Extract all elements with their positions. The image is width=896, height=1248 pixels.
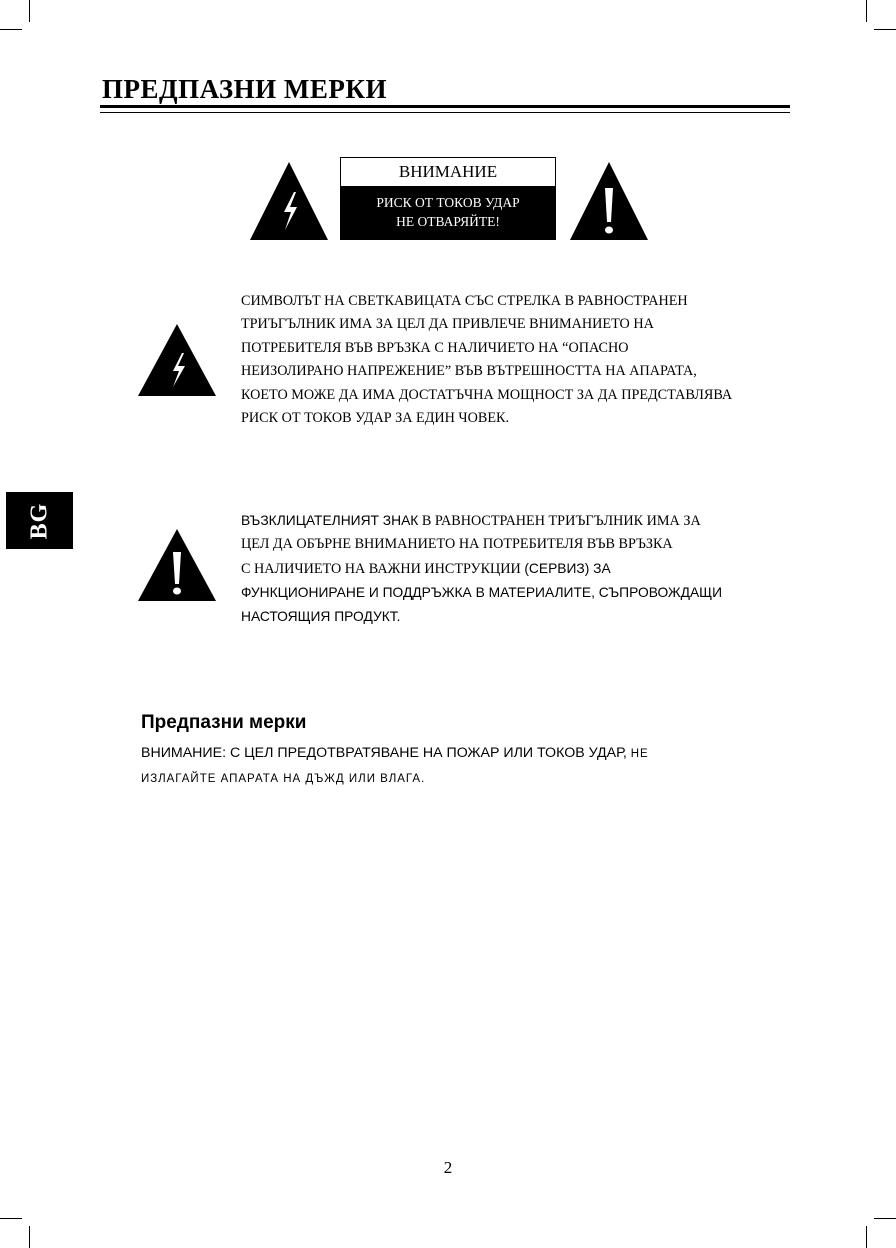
exclamation-line-3-sans: (СЕРВИЗ) ЗА bbox=[524, 560, 611, 576]
exclamation-line: НАСТОЯЩИЯ ПРОДУКТ. bbox=[241, 608, 401, 624]
exclamation-explanation bbox=[241, 509, 801, 628]
crop-mark bbox=[29, 1226, 30, 1248]
warning-line-1 bbox=[141, 741, 649, 767]
precautions-warning bbox=[141, 741, 649, 792]
lightning-warning-icon bbox=[248, 160, 330, 242]
caution-line-2: НЕ ОТВАРЯЙТЕ! bbox=[396, 214, 500, 229]
lightning-line: ПОТРЕБИТЕЛЯ ВЪВ ВРЪЗКА С НАЛИЧИЕТО НА “ОПАСНО bbox=[241, 339, 629, 356]
warning-line-2: ИЗЛАГАЙТЕ АПАРАТА НА ДЪЖД ИЛИ ВЛАГА. bbox=[141, 773, 426, 785]
crop-mark bbox=[0, 1218, 22, 1219]
caution-box bbox=[340, 157, 556, 240]
language-tab-label: BG bbox=[26, 502, 52, 539]
exclamation-warning-icon bbox=[568, 160, 650, 242]
crop-mark bbox=[874, 1218, 896, 1219]
lightning-line: СИМВОЛЪТ НА СВЕТКАВИЦАТА СЪС СТРЕЛКА В РАВНОСТРАНЕН bbox=[241, 293, 688, 309]
exclamation-symbol-icon bbox=[136, 528, 218, 602]
crop-mark bbox=[866, 0, 867, 22]
lightning-line: КОЕТО МОЖЕ ДА ИМА ДОСТАТЪЧНА МОЩНОСТ ЗА ДА ПРЕДСТАВЛЯВА bbox=[241, 386, 733, 403]
page-title: ПРЕДПАЗНИ МЕРКИ bbox=[102, 74, 387, 104]
language-tab bbox=[6, 492, 73, 549]
exclamation-line: ЦЕЛ ДА ОБЪРНЕ ВНИМАНИЕТО НА ПОТРЕБИТЕЛЯ ВЪВ ВРЪЗКА bbox=[241, 536, 673, 553]
caution-body bbox=[341, 186, 555, 239]
precautions-heading: Предпазни мерки bbox=[141, 712, 307, 733]
page-number: 2 bbox=[443, 1158, 453, 1177]
caution-line-1: РИСК ОТ ТОКОВ УДАР bbox=[376, 195, 520, 210]
caution-heading: ВНИМАНИЕ bbox=[341, 158, 555, 186]
lightning-symbol-icon bbox=[136, 323, 218, 397]
crop-mark bbox=[0, 29, 22, 30]
exclamation-line bbox=[241, 557, 801, 581]
crop-mark bbox=[29, 0, 30, 22]
exclamation-line-1-serif: В РАВНОСТРАНЕН ТРИЪГЪЛНИК ИМА ЗА bbox=[418, 513, 701, 529]
lightning-line: ТРИЪГЪЛНИК ИМА ЗА ЦЕЛ ДА ПРИВЛЕЧЕ ВНИМАНИЕТО НА bbox=[241, 316, 654, 333]
exclamation-line-1-sans: ВЪЗКЛИЦАТЕЛНИЯТ ЗНАК bbox=[241, 513, 419, 528]
title-rule-thin bbox=[100, 112, 790, 113]
exclamation-line bbox=[241, 509, 801, 533]
title-rule-thick bbox=[100, 105, 790, 108]
warning-line-1-main: ВНИМАНИЕ: С ЦЕЛ ПРЕДОТВРАТЯВАНЕ НА ПОЖАР ИЛИ ТОКОВ УДАР, bbox=[141, 745, 631, 761]
crop-mark bbox=[866, 1226, 867, 1248]
exclamation-line: ФУНКЦИОНИРАНЕ И ПОДДРЪЖКА В МАТЕРИАЛИТЕ, СЪПРОВОЖДАЩИ bbox=[241, 585, 723, 601]
lightning-line: РИСК ОТ ТОКОВ УДАР ЗА ЕДИН ЧОВЕК. bbox=[241, 410, 510, 427]
warning-line-1-tail: НЕ bbox=[630, 748, 649, 760]
lightning-line: НЕИЗОЛИРАНО НАПРЕЖЕНИЕ” ВЪВ ВЪТРЕШНОСТТА НА АПАРАТА, bbox=[241, 363, 697, 380]
crop-mark bbox=[874, 29, 896, 30]
exclamation-line-3-serif: С НАЛИЧИЕТО НА ВАЖНИ ИНСТРУКЦИИ bbox=[241, 560, 525, 577]
lightning-explanation bbox=[241, 290, 801, 430]
